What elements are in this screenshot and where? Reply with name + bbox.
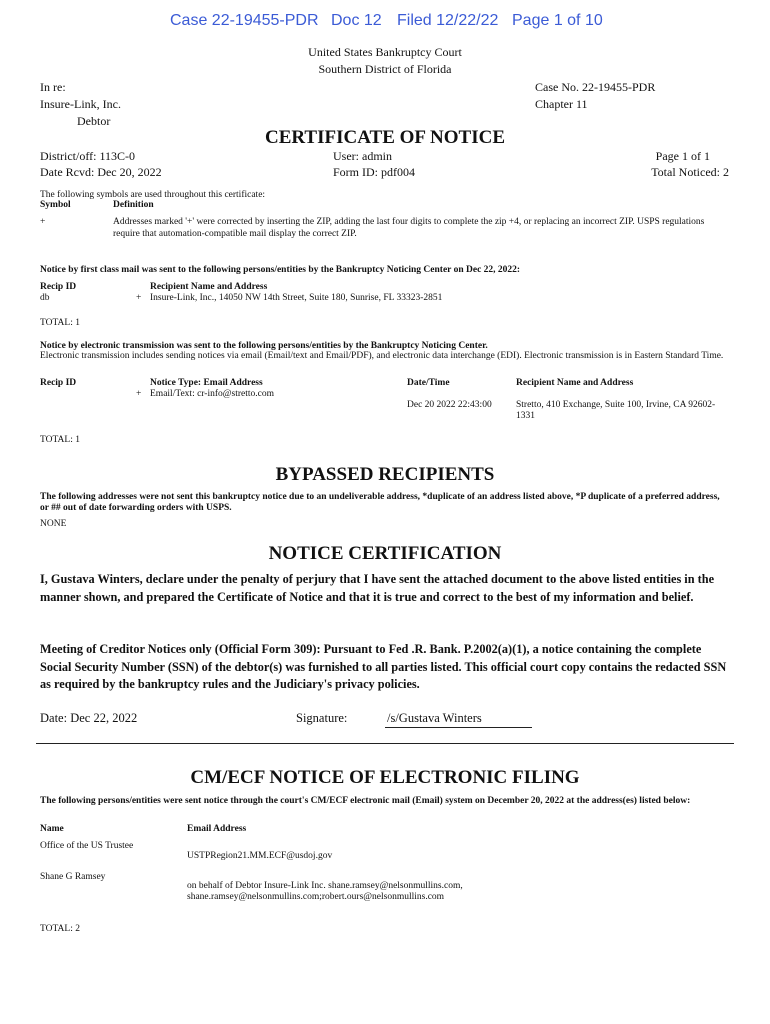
first-class-recip-id: db [40, 293, 50, 303]
cmecf-email-1: USTPRegion21.MM.ECF@usdoj.gov [187, 851, 333, 861]
stamp-page: Page 1 of 10 [512, 12, 603, 29]
electronic-heading: Notice by electronic transmission was sent to the following persons/entities by the Bankruptcy Noticing Center. [40, 341, 488, 351]
symbols-intro: The following symbols are used throughout this certificate: [40, 190, 266, 200]
electronic-type-header: Notice Type: Email Address [150, 378, 263, 388]
symbol-definition: Addresses marked '+' were corrected by inserting the ZIP, adding the last four digits to complete the zip +4, or replacing an incorrect ZIP. USPS regulations require that automation-compatible mail display the correct ZIP. [113, 217, 705, 239]
cmecf-email-2: on behalf of Debtor Insure-Link Inc. shane.ramsey@nelsonmullins.com, shane.ramsey@nelsonmullins.com;robert.ours@nelsonmullins.com [187, 881, 463, 902]
electronic-datetime-header: Date/Time [407, 378, 450, 388]
in-re-label: In re: [40, 80, 66, 94]
stamp-doc: Doc 12 [331, 12, 382, 29]
certification-ssn-notice: Meeting of Creditor Notices only (Official Form 309): Pursuant to Fed .R. Bank. P.2002(a)(1), a notice containing the complete Social Security Number (SSN) of the debtor(s) was furnished to all parties listed. This official court copy contains the redacted SSN as required by the bankruptcy rules and the Judiciary's privacy policies. [40, 642, 727, 691]
court-name: United States Bankruptcy Court [308, 45, 462, 59]
cmecf-text: The following persons/entities were sent notice through the court's CM/ECF electronic mail (Email) system on December 20, 2022 at the address(es) listed below: [40, 796, 691, 806]
first-class-recip-header: Recip ID [40, 282, 77, 292]
certificate-page: Page 1 of 1 [655, 149, 710, 163]
first-class-name-header: Recipient Name and Address [150, 282, 268, 292]
electronic-name-header: Recipient Name and Address [516, 378, 634, 388]
certificate-title: CERTIFICATE OF NOTICE [264, 127, 506, 148]
debtor-name: Insure-Link, Inc. [40, 97, 121, 111]
signature-label: Signature: [296, 711, 348, 725]
debtor-label: Debtor [77, 114, 111, 128]
electronic-recip-header: Recip ID [40, 378, 77, 388]
electronic-email: Email/Text: cr-info@stretto.com [150, 389, 274, 399]
symbol-column-header: Symbol [40, 200, 71, 210]
definition-column-header: Definition [113, 200, 154, 210]
electronic-total: TOTAL: 1 [40, 435, 80, 445]
case-number: Case No. 22-19455-PDR [535, 80, 656, 94]
stamp-filed: Filed 12/22/22 [397, 12, 499, 29]
certification-title: NOTICE CERTIFICATION [268, 543, 502, 564]
electronic-datetime: Dec 20 2022 22:43:00 [407, 400, 492, 410]
district-office: District/off: 113C-0 [40, 149, 135, 163]
form-id: Form ID: pdf004 [333, 165, 415, 179]
section-divider [36, 743, 734, 744]
first-class-mark: + [136, 293, 142, 303]
electronic-mark: + [136, 389, 142, 399]
cmecf-name-1: Office of the US Trustee [40, 841, 134, 851]
chapter: Chapter 11 [535, 97, 588, 111]
first-class-heading: Notice by first class mail was sent to the following persons/entities by the Bankruptcy Noticing Center on Dec 22, 2022: [40, 265, 521, 275]
cmecf-name-2: Shane G Ramsey [40, 872, 106, 882]
certification-date: Date: Dec 22, 2022 [40, 711, 138, 725]
electronic-note: Electronic transmission includes sending notices via email (Email/text and Email/PDF), and electronic data interchange (EDI). Electronic transmission is in Eastern Standard Time. [40, 351, 724, 361]
date-received: Date Rcvd: Dec 20, 2022 [40, 165, 162, 179]
bypassed-none: NONE [40, 519, 67, 529]
bypassed-text: The following addresses were not sent this bankruptcy notice due to an undeliverable address, *duplicate of an address listed above, *P duplicate of a preferred address, or ## out of date forwarding orders with USPS. [40, 492, 720, 513]
cmecf-title: CM/ECF NOTICE OF ELECTRONIC FILING [190, 767, 580, 788]
cmecf-email-header: Email Address [187, 824, 247, 834]
user: User: admin [333, 149, 392, 163]
symbol-plus: + [40, 217, 46, 227]
first-class-total: TOTAL: 1 [40, 318, 80, 328]
electronic-recipient: Stretto, 410 Exchange, Suite 100, Irvine, CA 92602-1331 [516, 400, 716, 421]
total-noticed: Total Noticed: 2 [651, 165, 729, 179]
bypassed-title: BYPASSED RECIPIENTS [275, 464, 495, 485]
first-class-address: Insure-Link, Inc., 14050 NW 14th Street, Suite 180, Sunrise, FL 33323-2851 [150, 293, 443, 303]
stamp-case: Case 22-19455-PDR [170, 12, 319, 29]
court-district: Southern District of Florida [318, 62, 452, 76]
signature-line [385, 727, 532, 728]
cmecf-total: TOTAL: 2 [40, 924, 80, 934]
certification-declaration: I, Gustava Winters, declare under the penalty of perjury that I have sent the attached document to the above listed entities in the manner shown, and prepared the Certificate of Notice and that it is true and correct to the best of my information and belief. [40, 572, 715, 604]
cmecf-name-header: Name [40, 824, 64, 834]
signature-value: /s/Gustava Winters [387, 711, 482, 725]
